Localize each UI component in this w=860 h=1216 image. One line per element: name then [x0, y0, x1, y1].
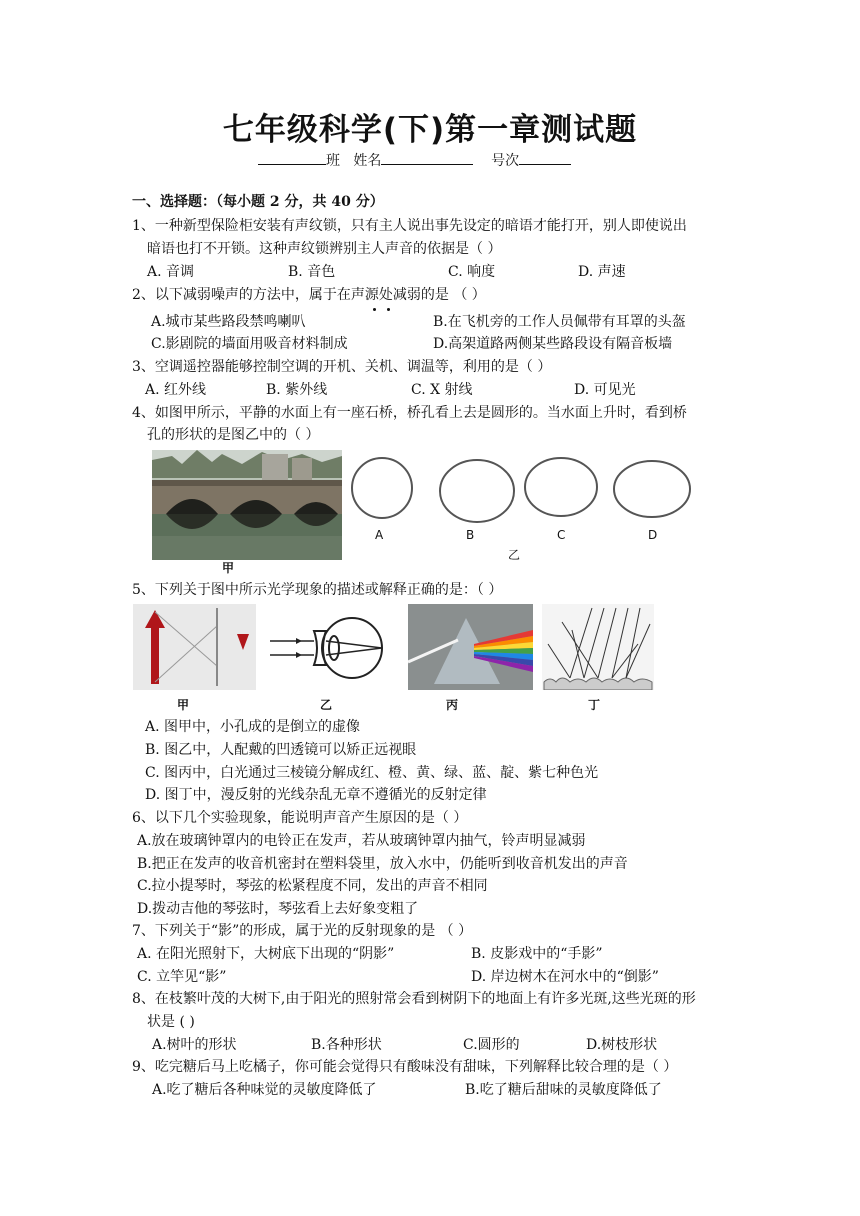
student-info-line	[258, 150, 571, 170]
name-label: 姓名	[353, 153, 382, 169]
q9-stem: 9、吃完糖后马上吃橘子，你可能会觉得只有酸味没有甜味，下列解释比较合理的是（ ）	[132, 1059, 678, 1075]
name-blank[interactable]	[381, 150, 473, 165]
figure-label-jia: 甲	[177, 698, 190, 712]
q3-option-c: C. X 射线	[411, 382, 473, 398]
number-label: 号次	[491, 153, 520, 169]
figure-label-yi: 乙	[508, 548, 521, 562]
figure-label-ding: 丁	[588, 698, 601, 712]
q3-option-b: B. 紫外线	[266, 382, 328, 398]
q6-option-b: B.把正在发声的收音机密封在塑料袋里，放入水中，仍能听到收音机发出的声音	[137, 856, 628, 872]
eye-concave-lens-figure	[270, 611, 388, 685]
q7-option-c: C. 立竿见“影”	[137, 969, 227, 985]
q8-option-b: B.各种形状	[311, 1037, 382, 1053]
q2-option-d: D.高架道路两侧某些路段设有隔音板墙	[433, 336, 673, 352]
option-b-shape	[440, 460, 514, 522]
q4-label-d: D	[648, 528, 658, 542]
q5-option-a: A. 图甲中，小孔成的是倒立的虚像	[145, 719, 361, 735]
stone-bridge-photo	[152, 450, 342, 560]
q8-option-d: D.树枝形状	[586, 1037, 658, 1053]
section-heading: 一、选择题：（每小题 2 分，共 40 分）	[132, 194, 384, 210]
q6-stem: 6、以下几个实验现象，能说明声音产生原因的是（ ）	[132, 810, 468, 826]
q4-stem-line2: 孔的形状的是图乙中的（ ）	[147, 427, 320, 443]
option-d-shape	[614, 461, 690, 517]
option-a-shape	[352, 458, 412, 518]
figure-label-jia: 甲	[222, 561, 235, 575]
q4-stem-line1: 4、如图甲所示，平静的水面上有一座石桥，桥孔看上去是圆形的。当水面上升时，看到桥	[132, 405, 687, 421]
class-blank[interactable]	[258, 150, 326, 165]
q8-option-a: A.树叶的形状	[152, 1037, 237, 1053]
q6-option-a: A.放在玻璃钟罩内的电铃正在发声，若从玻璃钟罩内抽气，铃声明显减弱	[137, 833, 586, 849]
q9-option-b: B.吃了糖后甜味的灵敏度降低了	[465, 1082, 662, 1098]
q5-option-c: C. 图丙中，白光通过三棱镜分解成红、橙、黄、绿、蓝、靛、紫七种色光	[145, 765, 599, 781]
q1-stem-line1: 1、一种新型保险柜安装有声纹锁，只有主人说出事先设定的暗语才能打开，别人即使说出	[132, 218, 687, 234]
q2-option-c: C.影剧院的墙面用吸音材料制成	[151, 336, 348, 352]
emphasis-dot	[373, 308, 376, 311]
q1-option-a: A. 音调	[147, 264, 195, 280]
q5-stem: 5、下列关于图中所示光学现象的描述或解释正确的是：（ ）	[132, 582, 503, 598]
arch-shape-options	[350, 450, 695, 530]
q9-option-a: A.吃了糖后各种味觉的灵敏度降低了	[152, 1082, 377, 1098]
page-title: 七年级科学(下)第一章测试题	[222, 112, 638, 148]
q1-option-c: C. 响度	[448, 264, 496, 280]
q5-option-b: B. 图乙中，人配戴的凹透镜可以矫正远视眼	[145, 742, 417, 758]
q2-option-a: A.城市某些路段禁鸣喇叭	[151, 314, 306, 330]
q7-option-b: B. 皮影戏中的“手影”	[471, 946, 603, 962]
q4-label-b: B	[466, 528, 475, 542]
q3-option-a: A. 红外线	[145, 382, 207, 398]
q8-option-c: C.圆形的	[463, 1037, 520, 1053]
pinhole-camera-figure	[133, 604, 256, 690]
q4-label-a: A	[375, 528, 384, 542]
emphasis-dot	[387, 308, 390, 311]
number-blank[interactable]	[519, 150, 571, 165]
q1-option-d: D. 声速	[578, 264, 626, 280]
q8-stem-line2: 状是 ( )	[147, 1014, 195, 1030]
diffuse-reflection-figure	[542, 604, 654, 690]
q3-option-d: D. 可见光	[574, 382, 636, 398]
q8-stem-line1: 8、在枝繁叶茂的大树下,由于阳光的照射常会看到树阴下的地面上有许多光斑,这些光斑的形	[132, 991, 696, 1007]
figure-label-bing: 丙	[446, 698, 459, 712]
option-c-shape	[525, 458, 597, 516]
figure-label-yi: 乙	[320, 698, 333, 712]
q1-option-b: B. 音色	[288, 264, 336, 280]
q7-stem: 7、下列关于“影”的形成，属于光的反射现象的是 （ ）	[132, 923, 473, 939]
q3-stem: 3、空调遥控器能够控制空调的开机、关机、调温等，利用的是（ ）	[132, 359, 552, 375]
q7-option-a: A. 在阳光照射下，大树底下出现的“阴影”	[137, 946, 395, 962]
class-label: 班	[326, 153, 340, 169]
q5-option-d: D. 图丁中，漫反射的光线杂乱无章不遵循光的反射定律	[145, 787, 487, 803]
q1-stem-line2: 暗语也打不开锁。这种声纹锁辨别主人声音的依据是（ ）	[147, 241, 502, 257]
q2-stem: 2、以下减弱噪声的方法中，属于在声源处减弱的是 （ ）	[132, 287, 486, 303]
q6-option-c: C.拉小提琴时，琴弦的松紧程度不同，发出的声音不相同	[137, 878, 488, 894]
q2-option-b: B.在飞机旁的工作人员佩带有耳罩的头盔	[433, 314, 686, 330]
q7-option-d: D. 岸边树木在河水中的“倒影”	[471, 969, 659, 985]
prism-dispersion-figure	[408, 604, 533, 690]
q6-option-d: D.拨动吉他的琴弦时，琴弦看上去好象变粗了	[137, 901, 419, 917]
q4-label-c: C	[557, 528, 566, 542]
